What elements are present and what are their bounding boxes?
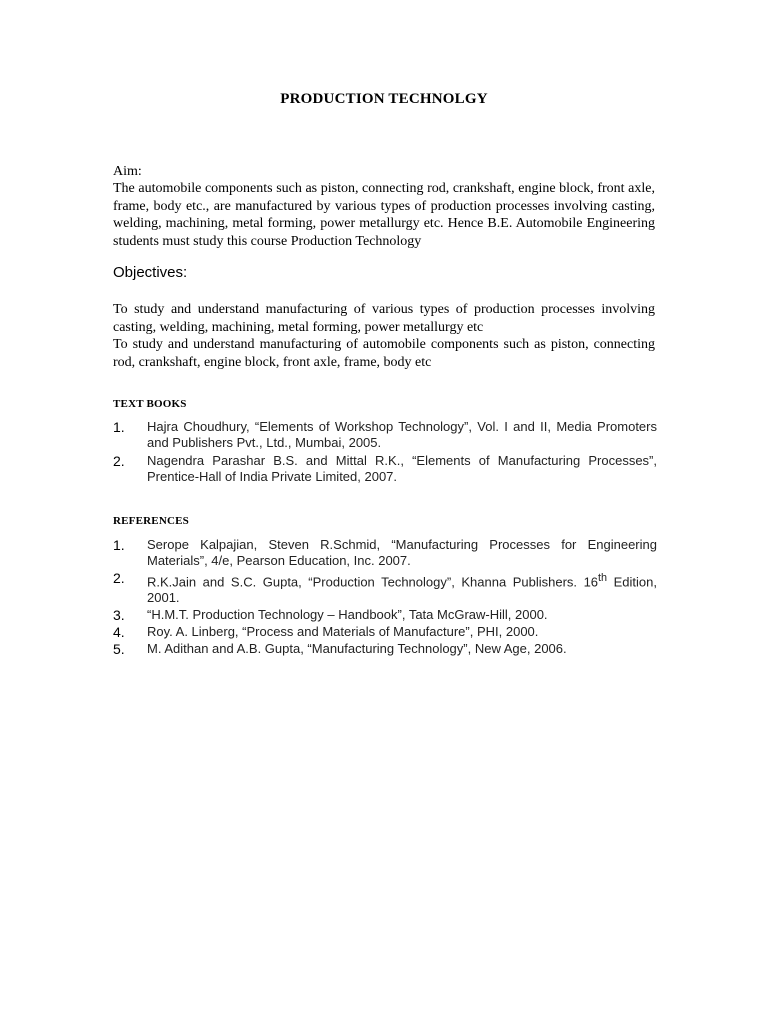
list-number: 1. bbox=[113, 419, 125, 435]
list-number: 2. bbox=[113, 570, 125, 586]
reference-citation-continued: Edition, 2001. bbox=[147, 574, 657, 606]
text-books-list bbox=[113, 419, 657, 487]
list-number: 4. bbox=[113, 624, 125, 641]
references-heading: REFERENCES bbox=[113, 515, 189, 527]
text-book-item bbox=[113, 419, 657, 451]
text-book-item bbox=[113, 453, 657, 485]
aim-paragraph: The automobile components such as piston, connecting rod, crankshaft, engine block, front axle, frame, body etc., are manufactured by various types of production processes involving casting, welding, machining, metal forming, power metallurgy etc. Hence B.E. Automobile Engineering students must study this course Production Technology bbox=[113, 181, 655, 249]
text-book-citation: Hajra Choudhury, “Elements of Workshop Technology”, Vol. I and II, Media Promoters and Publishers Pvt., Ltd., Mumbai, 2005. bbox=[147, 419, 657, 450]
document-title: PRODUCTION TECHNOLGY bbox=[280, 91, 488, 107]
reference-item bbox=[113, 607, 657, 623]
reference-citation: M. Adithan and A.B. Gupta, “Manufacturing Technology”, New Age, 2006. bbox=[147, 641, 567, 657]
list-number: 2. bbox=[113, 453, 125, 469]
reference-citation: Serope Kalpajian, Steven R.Schmid, “Manufacturing Processes for Engineering Materials”, 4/e, Pearson Education, Inc. 2007. bbox=[147, 537, 657, 568]
text-books-heading: TEXT BOOKS bbox=[113, 398, 187, 410]
edition-superscript: th bbox=[598, 572, 608, 584]
list-number: 1. bbox=[113, 537, 125, 553]
aim-label: Aim: bbox=[113, 164, 142, 179]
list-number: 5. bbox=[113, 641, 125, 658]
reference-item bbox=[113, 624, 657, 640]
reference-item bbox=[113, 641, 657, 657]
objective-item: To study and understand manufacturing of various types of production processes involving casting, welding, machining, metal forming, power metallurgy etc bbox=[113, 302, 655, 335]
reference-citation: “H.M.T. Production Technology – Handbook”, Tata McGraw-Hill, 2000. bbox=[147, 607, 548, 623]
reference-citation: R.K.Jain and S.C. Gupta, “Production Technology”, Khanna Publishers. 16 bbox=[147, 574, 599, 590]
reference-citation: Roy. A. Linberg, “Process and Materials of Manufacture”, PHI, 2000. bbox=[147, 624, 539, 640]
references-list bbox=[113, 537, 657, 658]
reference-item bbox=[113, 570, 657, 606]
objective-item: To study and understand manufacturing of automobile components such as piston, connecting rod, crankshaft, engine block, front axle, frame, body etc bbox=[113, 337, 655, 370]
objectives-heading: Objectives: bbox=[113, 264, 188, 281]
reference-item bbox=[113, 537, 657, 569]
text-book-citation: Nagendra Parashar B.S. and Mittal R.K., “Elements of Manufacturing Processes”, Prentice-Hall of India Private Limited, 2007. bbox=[147, 453, 657, 484]
list-number: 3. bbox=[113, 607, 125, 624]
